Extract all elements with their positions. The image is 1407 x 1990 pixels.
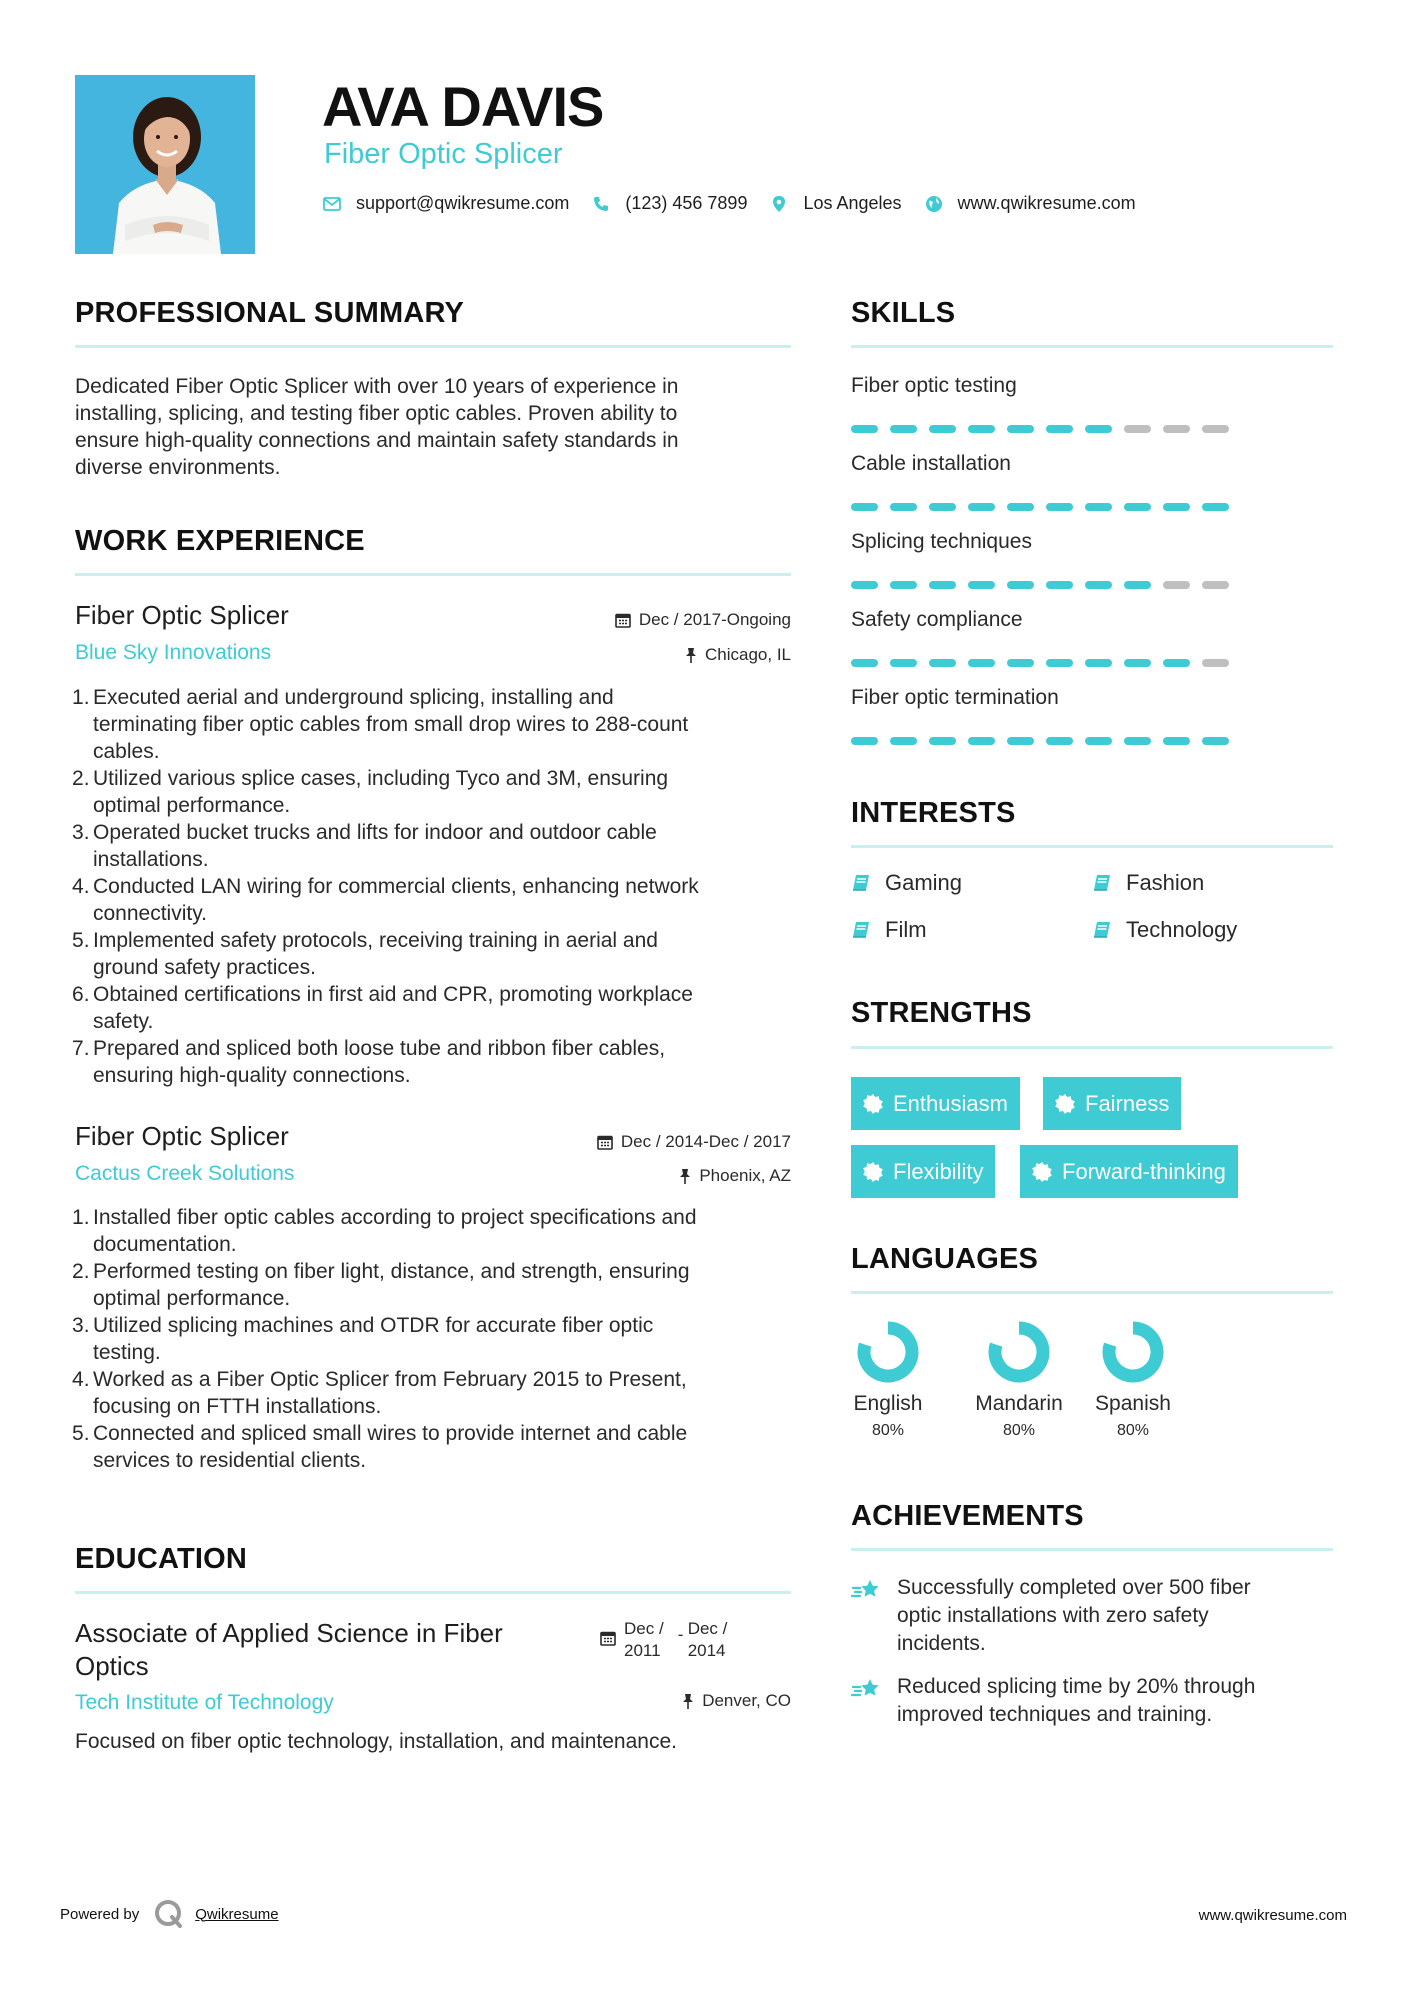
skill-segment-filled <box>890 659 917 667</box>
language-name: Mandarin <box>975 1392 1063 1415</box>
skill-segment-filled <box>968 425 995 433</box>
qwikresume-logo-icon <box>153 1898 185 1930</box>
skill-segment-filled <box>1007 425 1034 433</box>
job-location-text: Phoenix, AZ <box>699 1166 791 1185</box>
achievements-divider <box>851 1548 1333 1551</box>
job-date <box>615 610 791 630</box>
list-item: Installed fiber optic cables according to project specifications and documentation. <box>93 1206 697 1256</box>
skill-segment-filled <box>1046 581 1073 589</box>
skill-segment-empty <box>1163 425 1190 433</box>
language-gauge <box>987 1320 1051 1384</box>
badge-icon <box>1032 1162 1052 1182</box>
job-date-text: Dec / 2017-Ongoing <box>638 610 791 629</box>
skills-heading: SKILLS <box>851 297 956 329</box>
skill-segment-filled <box>851 503 878 511</box>
skill-segment-filled <box>1007 737 1034 745</box>
skill-name: Splicing techniques <box>851 530 1032 553</box>
language-percent: 80% <box>1116 1422 1150 1439</box>
qwikresume-link[interactable]: Qwikresume <box>195 1905 279 1923</box>
list-item: Performed testing on fiber light, distance, and strength, ensuring optimal performance. <box>93 1260 690 1310</box>
skill-segment-filled <box>1124 503 1151 511</box>
strength-chip: Forward-thinking <box>1020 1145 1238 1198</box>
skill-segment-filled <box>1124 581 1151 589</box>
book-icon <box>851 873 871 893</box>
summary-line: ensure high-quality connections and maintain safety standards in <box>75 429 679 452</box>
location-text: Los Angeles <box>803 193 902 213</box>
contact-phone[interactable] <box>591 193 747 214</box>
skill-segment-filled <box>929 425 956 433</box>
job-title: Fiber Optic Splicer <box>75 1121 289 1151</box>
job-bullets <box>75 1204 805 1474</box>
skill-segment-filled <box>851 425 878 433</box>
book-icon <box>1092 920 1112 940</box>
skill-segment-filled <box>1124 659 1151 667</box>
skill-segment-filled <box>890 425 917 433</box>
skill-segment-filled <box>929 737 956 745</box>
skill-segment-filled <box>968 503 995 511</box>
job-company: Blue Sky Innovations <box>75 641 272 664</box>
languages-divider <box>851 1291 1333 1294</box>
language-name: English <box>853 1392 923 1415</box>
skill-segment-empty <box>1163 581 1190 589</box>
education-heading: EDUCATION <box>75 1543 248 1575</box>
job-location-text: Chicago, IL <box>705 645 791 664</box>
achievement-item: Reduced splicing time by 20% through improved techniques and training. <box>851 1673 1331 1729</box>
skill-segment-filled <box>1085 581 1112 589</box>
skill-segment-filled <box>929 659 956 667</box>
globe-icon <box>924 194 944 214</box>
language-gauge-arc <box>864 1328 912 1376</box>
interest-item: Fashion <box>1092 870 1204 896</box>
job-location <box>679 1166 791 1186</box>
language-gauge <box>856 1320 920 1384</box>
education-description: Focused on fiber optic technology, installation, and maintenance. <box>75 1730 677 1753</box>
footer-powered-by <box>60 1898 279 1930</box>
phone-icon <box>591 194 611 214</box>
map-pin-icon <box>769 194 789 214</box>
summary-text <box>75 373 795 481</box>
achievement-item: Successfully completed over 500 fiber optic installations with zero safety incidents. <box>851 1574 1331 1658</box>
language-gauge-arc <box>995 1328 1043 1376</box>
skills-divider <box>851 345 1333 348</box>
strengths-divider <box>851 1046 1333 1049</box>
list-item: Prepared and spliced both loose tube and ribbon fiber cables, ensuring high-quality connections. <box>93 1037 666 1087</box>
experience-heading: WORK EXPERIENCE <box>75 525 365 557</box>
skill-segment-filled <box>1007 581 1034 589</box>
languages-heading: LANGUAGES <box>851 1243 1039 1275</box>
summary-divider <box>75 345 791 348</box>
badge-icon <box>863 1094 883 1114</box>
summary-line: Dedicated Fiber Optic Splicer with over 10 years of experience in <box>75 375 679 398</box>
website-text: www.qwikresume.com <box>957 193 1136 213</box>
calendar-icon <box>600 1630 616 1646</box>
skill-name: Fiber optic testing <box>851 374 1017 397</box>
powered-by-label: Powered by <box>60 1905 140 1923</box>
skill-segment-filled <box>1085 659 1112 667</box>
skill-bar <box>851 503 1241 511</box>
footer-website[interactable]: www.qwikresume.com <box>1198 1907 1347 1924</box>
phone-text: (123) 456 7899 <box>625 193 748 213</box>
skill-segment-empty <box>1202 425 1229 433</box>
language-item <box>1078 1320 1188 1440</box>
skill-segment-filled <box>890 581 917 589</box>
skill-segment-filled <box>929 503 956 511</box>
skill-segment-empty <box>1124 425 1151 433</box>
strengths-heading: STRENGTHS <box>851 997 1032 1029</box>
email-text: support@qwikresume.com <box>356 193 570 213</box>
candidate-title: Fiber Optic Splicer <box>324 138 563 170</box>
skill-segment-filled <box>968 659 995 667</box>
education-end-year: 2014 <box>687 1641 726 1660</box>
skill-segment-filled <box>968 737 995 745</box>
skill-segment-filled <box>890 503 917 511</box>
skill-name: Cable installation <box>851 452 1011 475</box>
job-bullets <box>75 684 805 1089</box>
language-item <box>964 1320 1074 1440</box>
skill-segment-filled <box>968 581 995 589</box>
skill-segment-empty <box>1202 659 1229 667</box>
skill-bar <box>851 737 1241 745</box>
summary-line: installing, splicing, and testing fiber optic cables. Proven ability to <box>75 402 678 425</box>
contact-website[interactable] <box>924 193 1136 214</box>
skill-segment-filled <box>1202 503 1229 511</box>
education-start-month: Dec / <box>624 1619 664 1638</box>
skill-segment-filled <box>1046 503 1073 511</box>
list-item: Connected and spliced small wires to provide internet and cable services to residential clients. <box>93 1422 688 1472</box>
contact-email[interactable] <box>322 193 569 214</box>
list-item: Worked as a Fiber Optic Splicer from February 2015 to Present, focusing on FTTH installations. <box>93 1368 687 1418</box>
pushpin-icon <box>679 1168 691 1185</box>
degree-line: Optics <box>75 1651 149 1681</box>
interests-heading: INTERESTS <box>851 797 1016 829</box>
profile-photo <box>75 75 255 254</box>
calendar-icon <box>597 1134 613 1150</box>
skill-segment-filled <box>929 581 956 589</box>
badge-icon <box>863 1162 883 1182</box>
education-divider <box>75 1591 791 1594</box>
job-date <box>597 1132 791 1152</box>
summary-line: diverse environments. <box>75 456 281 479</box>
education-location <box>682 1691 791 1711</box>
language-gauge <box>1101 1320 1165 1384</box>
badge-icon <box>1055 1094 1075 1114</box>
degree-line: Associate of Applied Science in Fiber <box>75 1618 503 1648</box>
skill-name: Fiber optic termination <box>851 686 1059 709</box>
list-item: Utilized splicing machines and OTDR for accurate fiber optic testing. <box>93 1314 654 1364</box>
language-name: Spanish <box>1095 1392 1171 1415</box>
education-date <box>600 1618 727 1662</box>
book-icon <box>1092 873 1112 893</box>
education-end-month: Dec / <box>687 1619 728 1638</box>
skill-segment-filled <box>1124 737 1151 745</box>
skill-segment-filled <box>1163 737 1190 745</box>
date-dash: - <box>677 1625 684 1644</box>
skill-segment-filled <box>1046 737 1073 745</box>
skill-segment-filled <box>1163 659 1190 667</box>
summary-heading: PROFESSIONAL SUMMARY <box>75 297 465 329</box>
strength-chip: Enthusiasm <box>851 1077 1020 1130</box>
skill-segment-filled <box>1202 737 1229 745</box>
contact-location <box>769 193 901 214</box>
job-location <box>685 645 791 665</box>
skill-bar <box>851 581 1241 589</box>
list-item: Implemented safety protocols, receiving training in aerial and ground safety practices. <box>93 929 658 979</box>
calendar-icon <box>615 612 631 628</box>
skill-segment-filled <box>851 659 878 667</box>
interest-item: Gaming <box>851 870 962 896</box>
list-item: Operated bucket trucks and lifts for indoor and outdoor cable installations. <box>93 821 657 871</box>
interest-item: Film <box>851 917 927 943</box>
skill-segment-filled <box>1163 503 1190 511</box>
education-start-year: 2011 <box>624 1641 661 1660</box>
list-item: Executed aerial and underground splicing, installing and terminating fiber optic cables from small drop wires to 288-count cables. <box>93 686 689 763</box>
skill-segment-filled <box>851 737 878 745</box>
strength-chip: Fairness <box>1043 1077 1181 1130</box>
skill-segment-filled <box>851 581 878 589</box>
skill-segment-filled <box>1007 503 1034 511</box>
skill-segment-filled <box>1046 659 1073 667</box>
shooting-star-icon <box>851 1677 883 1703</box>
degree-title <box>75 1617 595 1683</box>
skill-segment-filled <box>1007 659 1034 667</box>
job-date-text: Dec / 2014-Dec / 2017 <box>620 1132 791 1151</box>
experience-divider <box>75 573 791 576</box>
interests-divider <box>851 845 1333 848</box>
contact-bar <box>322 193 1158 214</box>
achievements-heading: ACHIEVEMENTS <box>851 1500 1084 1532</box>
language-percent: 80% <box>871 1422 905 1439</box>
skill-name: Safety compliance <box>851 608 1023 631</box>
list-item: Obtained certifications in first aid and CPR, promoting workplace safety. <box>93 983 693 1033</box>
skill-segment-empty <box>1202 581 1229 589</box>
job-company: Cactus Creek Solutions <box>75 1162 295 1185</box>
envelope-icon <box>322 194 342 214</box>
job-title: Fiber Optic Splicer <box>75 600 289 630</box>
pushpin-icon <box>685 647 697 664</box>
language-percent: 80% <box>1002 1422 1036 1439</box>
list-item: Utilized various splice cases, including Tyco and 3M, ensuring optimal performance. <box>93 767 669 817</box>
strength-chip: Flexibility <box>851 1145 995 1198</box>
list-item: Conducted LAN wiring for commercial clients, enhancing network connectivity. <box>93 875 699 925</box>
candidate-name: AVA DAVIS <box>322 75 604 138</box>
language-gauge-arc <box>1109 1328 1157 1376</box>
school-name: Tech Institute of Technology <box>75 1691 334 1714</box>
skill-segment-filled <box>1085 503 1112 511</box>
skill-bar <box>851 659 1241 667</box>
book-icon <box>851 920 871 940</box>
skill-segment-filled <box>890 737 917 745</box>
skill-segment-filled <box>1085 737 1112 745</box>
education-location-text: Denver, CO <box>702 1691 791 1710</box>
skill-segment-filled <box>1046 425 1073 433</box>
skill-bar <box>851 425 1241 433</box>
language-item <box>833 1320 943 1440</box>
shooting-star-icon <box>851 1578 883 1604</box>
interest-item: Technology <box>1092 917 1237 943</box>
skill-segment-filled <box>1085 425 1112 433</box>
pushpin-icon <box>682 1693 694 1710</box>
